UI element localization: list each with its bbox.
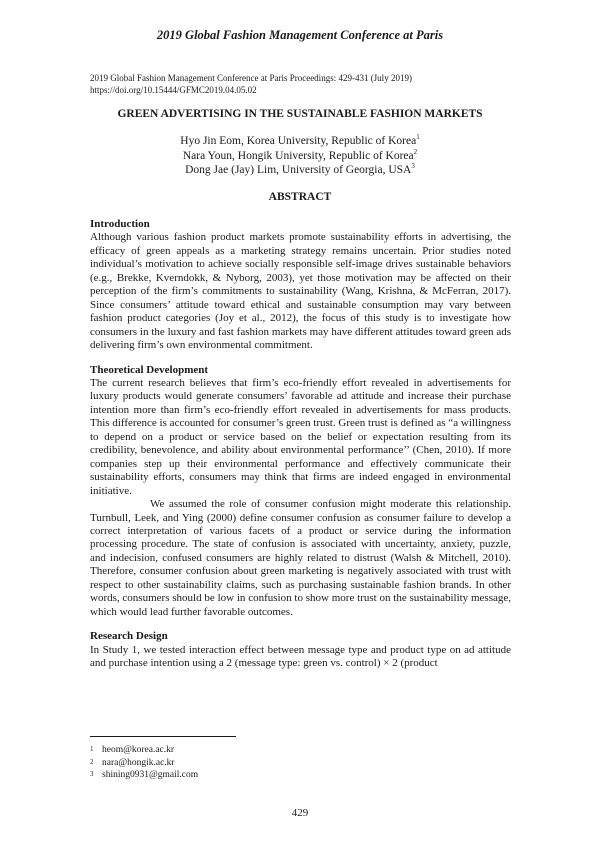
section-heading-research-design: Research Design (90, 630, 168, 643)
footnote-item (90, 757, 510, 770)
footnote-marker: 2 (413, 147, 418, 156)
page-number: 429 (291, 807, 309, 819)
footnote-number: 3 (90, 770, 94, 778)
theoretical-paragraph-2: We assumed the role of consumer confusion might moderate this relationship. Turnbull, Leek, and Ying (2000) define consumer confusion as consumer failure to develop a correct interpretation of various facets of a product or service during the information processing procedure. The state of confusion is associated with uncertainty, anxiety, puzzle, and indecision, confused consumers are highly related to distrust (Walsh & Mitchell, 2010). Therefore, consumer confusion about green marketing is negatively associated with trust with respect to other sustainability claims, such as purchasing sustainable fashion brands. In other words, consumers should be low in confusion to show more trust on the sustainability message, which would lead further favorable outcomes. (90, 498, 511, 618)
author-line (0, 163, 600, 178)
research-design-paragraph: In Study 1, we tested interaction effect between message type and product type on ad attitude and purchase intention using a 2 (message type: green vs. control) × 2 (product (90, 643, 511, 670)
section-heading-introduction: Introduction (90, 218, 150, 230)
abstract-heading: ABSTRACT (268, 191, 332, 203)
paper-title: GREEN ADVERTISING IN THE SUSTAINABLE FASHION MARKETS (117, 108, 483, 120)
running-header: 2019 Global Fashion Management Conference at Paris (156, 28, 444, 42)
section-heading-theoretical-development: Theoretical Development (90, 363, 209, 376)
citation-block (90, 72, 510, 96)
footnote-marker: 3 (411, 162, 415, 171)
author-affiliation: Hyo Jin Eom, Korea University, Republic of Korea (180, 135, 417, 147)
author-list (0, 134, 600, 178)
footnote-item (90, 744, 510, 757)
theoretical-paragraph-1: The current research believes that firm’s eco-friendly effort revealed in advertisements for luxury products would generate consumers’ favorable ad attitude and increase their purchase intention more than firm’s eco-friendly effort revealed in advertisements for mass products. This difference is accounted for consumer’s green trust. Green trust is defined as “a willingness to depend on a product or service based on the belief or expectation resulting from its credibility, benevolence, and ability about environmental performance’’ (Chen, 2010). If more companies step up their environmental performance and effectively communicate their sustainability efforts, consumers may think that firms are indeed engaged in environmental initiative. (90, 376, 511, 497)
author-line (0, 149, 600, 164)
footnotes (90, 744, 510, 782)
abstract-body (90, 218, 511, 671)
footnote-item (90, 769, 510, 782)
introduction-paragraph: Although various fashion product markets promote sustainability efforts in advertising, the efficacy of green appeals as a marketing strategy remains uncertain. Prior studies noted individual’s motivation to achieve socially responsible self-image drives sustainable behaviors (e.g., Brekke, Kverndokk, & Nyborg, 2003), yet those motivation may be affected on their perception of the firm’s commitments to sustainability (Wang, Krishna, & McFerran, 2017). Since consumers’ attitude toward ethical and sustainable consumption may vary between fashion product categories (Joy et al., 2012), the focus of this study is to investigate how consumers in the luxury and fast fashion markets may have different attitudes toward green ads delivering firm’s own environmental commitment. (90, 231, 511, 352)
author-affiliation: Nara Youn, Hongik University, Republic of Korea (182, 149, 414, 162)
footnote-number: 1 (90, 745, 94, 753)
citation-doi[interactable]: https://doi.org/10.15444/GFMC2019.04.05.02 (90, 85, 257, 95)
citation-proceedings: 2019 Global Fashion Management Conference at Paris Proceedings: 429-431 (July 2019) (90, 73, 412, 83)
footnote-email[interactable]: nara@hongik.ac.kr (102, 757, 175, 768)
author-line (0, 134, 600, 149)
footnote-marker: 1 (416, 133, 420, 142)
footnote-email[interactable]: heom@korea.ac.kr (102, 745, 175, 755)
footnote-number: 2 (90, 757, 94, 766)
footnote-divider (90, 736, 236, 737)
author-affiliation: Dong Jae (Jay) Lim, University of Georgia, USA (185, 164, 412, 176)
footnote-email[interactable]: shining0931@gmail.com (102, 770, 199, 780)
